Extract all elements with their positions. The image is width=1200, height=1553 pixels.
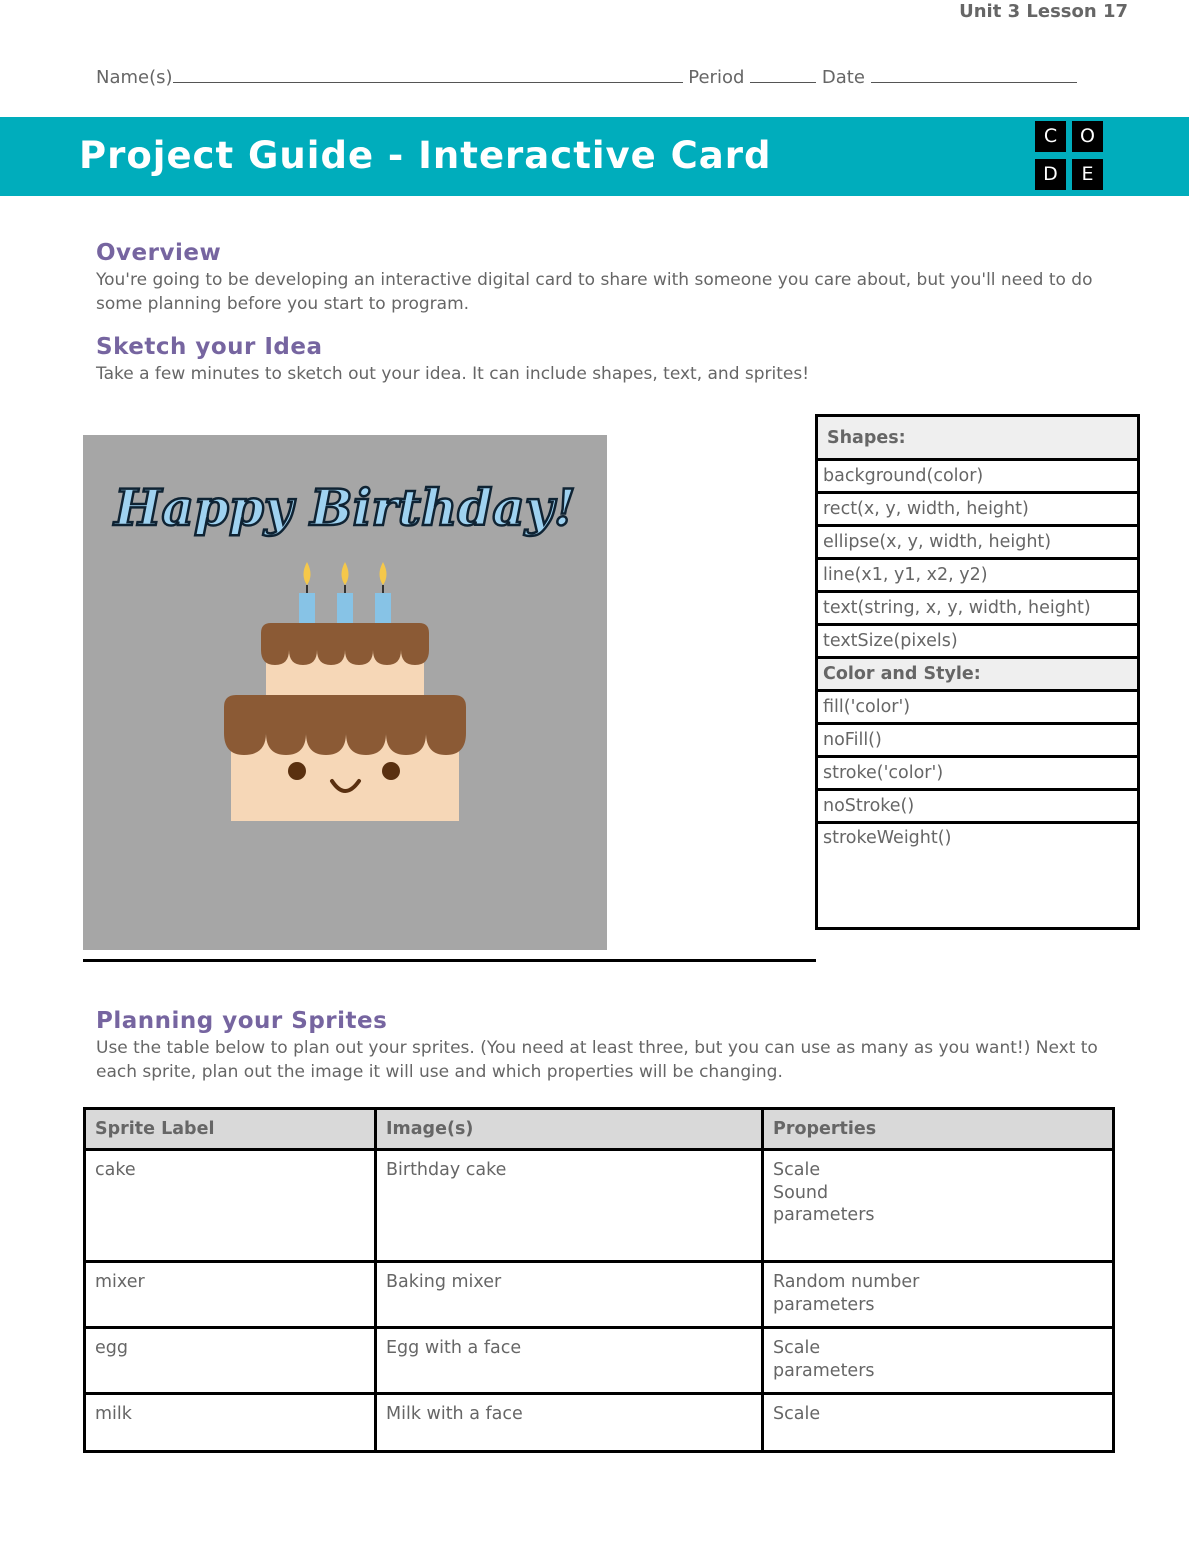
table-row (85, 1394, 1114, 1452)
birthday-card-drawing (83, 435, 607, 950)
planning-heading: Planning your Sprites (96, 1008, 388, 1034)
sketch-heading: Sketch your Idea (96, 334, 323, 360)
sprite-label-cell[interactable]: mixer (85, 1262, 376, 1328)
sprite-label-cell[interactable]: egg (85, 1328, 376, 1394)
overview-heading: Overview (96, 240, 222, 266)
period-blank[interactable] (750, 66, 816, 83)
table-row (85, 1150, 1114, 1262)
property-item: Scale (773, 1404, 821, 1424)
sprite-image-cell[interactable]: Baking mixer (376, 1262, 763, 1328)
page-title: Project Guide - Interactive Card (79, 134, 772, 177)
reference-item: stroke('color') (817, 757, 1139, 790)
logo-letter: O (1072, 121, 1103, 152)
name-label: Name(s) (96, 67, 173, 88)
table-row (85, 1262, 1114, 1328)
reference-item: rect(x, y, width, height) (817, 493, 1139, 526)
overview-text (96, 268, 1136, 316)
reference-table (815, 414, 1140, 930)
sketch-text: Take a few minutes to sketch out your idea. It can include shapes, text, and sprites! (96, 364, 810, 384)
column-header: Image(s) (376, 1109, 763, 1150)
sprite-image-cell[interactable]: Milk with a face (376, 1394, 763, 1452)
reference-item: ellipse(x, y, width, height) (817, 526, 1139, 559)
sprite-image-cell[interactable]: Birthday cake (376, 1150, 763, 1262)
sprite-planning-table (83, 1107, 1115, 1453)
name-blank[interactable] (173, 66, 683, 83)
unit-lesson-label: Unit 3 Lesson 17 (959, 1, 1128, 22)
sketch-card-image (83, 435, 607, 950)
sprite-label-cell[interactable]: cake (85, 1150, 376, 1262)
date-blank[interactable] (871, 66, 1077, 83)
reference-item: noStroke() (817, 790, 1139, 823)
planning-line: Use the table below to plan out your sprites. (You need at least three, but you can use as many as you want!) Next to (96, 1038, 1098, 1058)
reference-item: fill('color') (817, 691, 1139, 724)
sprite-label-cell[interactable]: milk (85, 1394, 376, 1452)
planning-text (96, 1036, 1136, 1084)
reference-item: textSize(pixels) (817, 625, 1139, 658)
reference-item: text(string, x, y, width, height) (817, 592, 1139, 625)
reference-item: noFill() (817, 724, 1139, 757)
property-item: Scale (773, 1338, 821, 1358)
logo-letter: D (1035, 159, 1066, 190)
overview-line: some planning before you start to program. (96, 294, 470, 314)
section-divider (83, 959, 816, 962)
property-item: Sound (773, 1182, 829, 1203)
column-header: Properties (763, 1109, 1114, 1150)
property-item: Random number (773, 1272, 920, 1292)
table-row (85, 1328, 1114, 1394)
sprite-image-cell[interactable]: Egg with a face (376, 1328, 763, 1394)
planning-line: each sprite, plan out the image it will use and which properties will be changing. (96, 1062, 783, 1082)
name-period-date-row (96, 66, 1077, 88)
reference-item: line(x1, y1, x2, y2) (817, 559, 1139, 592)
cake-top-tier-icon (261, 623, 429, 700)
overview-line: You're going to be developing an interactive digital card to share with someone you care about, but you'll need to do (96, 270, 1093, 290)
reference-item: strokeWeight() (817, 823, 1139, 929)
color-style-header: Color and Style: (817, 658, 1139, 691)
shapes-header: Shapes: (817, 416, 1139, 460)
property-item: parameters (773, 1360, 875, 1381)
sprite-properties-cell[interactable] (763, 1328, 1114, 1394)
sprite-properties-cell[interactable] (763, 1150, 1114, 1262)
column-header: Sprite Label (85, 1109, 376, 1150)
logo-letter: E (1072, 159, 1103, 190)
period-label: Period (688, 67, 745, 88)
candles-icon (299, 562, 391, 623)
property-item: Scale (773, 1160, 821, 1180)
card-greeting: Happy Birthday! (114, 478, 576, 537)
sprite-properties-cell[interactable] (763, 1262, 1114, 1328)
sprite-properties-cell[interactable] (763, 1394, 1114, 1452)
property-item: parameters (773, 1205, 875, 1225)
date-label: Date (821, 67, 865, 88)
property-item: parameters (773, 1294, 875, 1315)
cake-bottom-tier-icon (224, 695, 466, 821)
logo-letter: C (1035, 121, 1066, 152)
reference-item: background(color) (817, 460, 1139, 493)
code-logo (1035, 121, 1105, 193)
